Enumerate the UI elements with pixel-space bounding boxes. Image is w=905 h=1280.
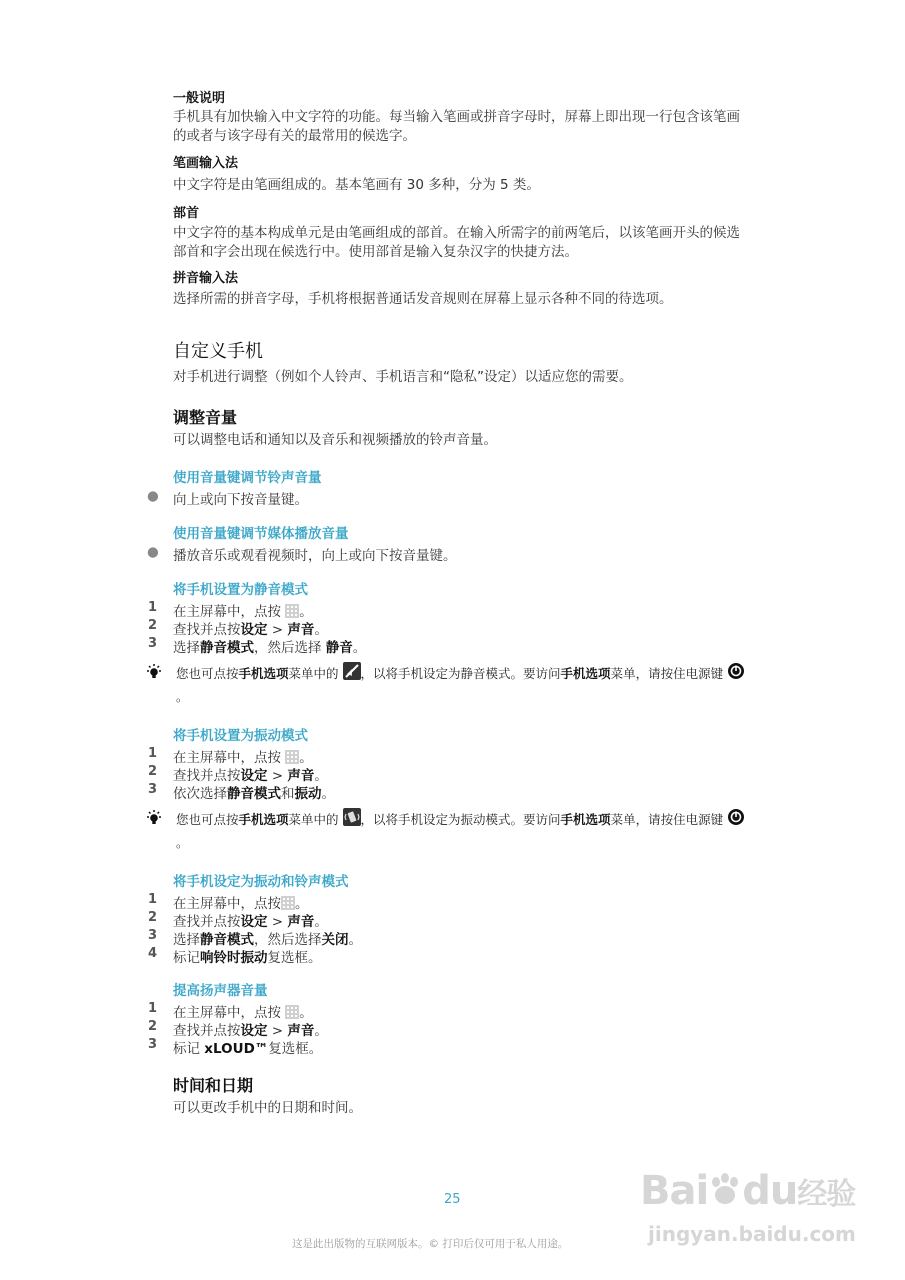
task-vibrate-title: 将手机设置为振动模式 <box>173 728 308 744</box>
vibrate-mode-icon <box>343 808 361 832</box>
baidu-watermark-logo: Bai du经验 <box>640 1168 856 1214</box>
general-heading: 一般说明 <box>173 91 226 106</box>
bullet-dot-icon: ● <box>147 544 159 560</box>
footer-note: 这是此出版物的互联网版本。© 打印后仅可用于私人用途。 <box>292 1238 569 1250</box>
volume-body: 可以调整电话和通知以及音乐和视频播放的铃声音量。 <box>173 432 497 448</box>
task-silent-title: 将手机设置为静音模式 <box>173 582 308 598</box>
power-key-icon <box>727 808 745 832</box>
apps-grid-icon <box>285 604 299 618</box>
step-item: 1 在主屏幕中，点按 。 <box>148 600 313 620</box>
radical-body: 中文字符的基本构成单元是由笔画组成的部首。在输入所需字的前两笔后，以该笔画开头的候选部首和字会出现在候选行中。使用部首是输入复杂汉字的快捷方法。 <box>173 225 740 260</box>
customize-body: 对手机进行调整（例如个人铃声、手机语言和“隐私”设定）以适应您的需要。 <box>173 369 633 385</box>
tip-silent: 您也可点按手机选项菜单中的 ，以将手机设定为静音模式。要访问手机选项菜单，请按住电源键 。 <box>176 662 756 707</box>
silent-mode-icon <box>343 662 361 686</box>
pinyin-heading: 拼音输入法 <box>173 271 239 286</box>
step-item: 2 查找并点按设定 > 声音。 <box>148 764 328 784</box>
pinyin-body: 选择所需的拼音字母，手机将根据普通话发音规则在屏幕上显示各种不同的待选项。 <box>173 291 673 307</box>
step-item: 3 标记 xLOUD™复选框。 <box>148 1037 323 1057</box>
power-key-icon <box>727 662 745 686</box>
task-vibring-title: 将手机设定为振动和铃声模式 <box>173 874 349 890</box>
step-item: 1 在主屏幕中，点按 。 <box>148 892 309 912</box>
bullet-item: ● 播放音乐或观看视频时，向上或向下按音量键。 <box>147 544 457 564</box>
step-item: 1 在主屏幕中，点按 。 <box>148 1001 313 1021</box>
bullet-dot-icon: ● <box>147 488 159 504</box>
watermark-url: jingyan.baidu.com <box>648 1222 856 1246</box>
stroke-body: 中文字符是由笔画组成的。基本笔画有 30 多种，分为 5 类。 <box>173 177 540 193</box>
task-media-volume-title: 使用音量键调节媒体播放音量 <box>173 526 349 542</box>
bullet-item: ● 向上或向下按音量键。 <box>147 488 308 508</box>
step-item: 2 查找并点按设定 > 声音。 <box>148 1019 328 1039</box>
apps-grid-icon <box>281 896 295 910</box>
step-item: 3 选择静音模式，然后选择 静音。 <box>148 636 367 656</box>
page-number: 25 <box>444 1192 461 1207</box>
general-body: 手机具有加快输入中文字符的功能。每当输入笔画或拼音字母时，屏幕上即出现一行包含该笔画的或者与该字母有关的最常用的候选字。 <box>173 109 740 144</box>
apps-grid-icon <box>285 1005 299 1019</box>
step-item: 3 选择静音模式，然后选择关闭。 <box>148 928 362 948</box>
step-item: 2 查找并点按设定 > 声音。 <box>148 910 328 930</box>
step-item: 1 在主屏幕中，点按 。 <box>148 746 313 766</box>
task-speaker-title: 提高扬声器音量 <box>173 983 268 999</box>
stroke-heading: 笔画输入法 <box>173 156 239 171</box>
tip-vibrate: 您也可点按手机选项菜单中的 ，以将手机设定为振动模式。要访问手机选项菜单，请按住电源键 。 <box>176 808 756 853</box>
paw-icon <box>708 1170 742 1204</box>
datetime-heading: 时间和日期 <box>173 1076 254 1095</box>
radical-heading: 部首 <box>173 206 200 221</box>
step-item: 3 依次选择静音模式和振动。 <box>148 782 335 802</box>
step-item: 4 标记响铃时振动复选框。 <box>148 946 322 966</box>
task-ring-volume-title: 使用音量键调节铃声音量 <box>173 470 322 486</box>
apps-grid-icon <box>285 750 299 764</box>
tip-bulb-icon <box>145 663 163 685</box>
datetime-body: 可以更改手机中的日期和时间。 <box>173 1100 362 1116</box>
volume-heading: 调整音量 <box>173 408 238 427</box>
tip-bulb-icon <box>145 809 163 831</box>
customize-heading: 自定义手机 <box>173 341 263 362</box>
step-item: 2 查找并点按设定 > 声音。 <box>148 618 328 638</box>
